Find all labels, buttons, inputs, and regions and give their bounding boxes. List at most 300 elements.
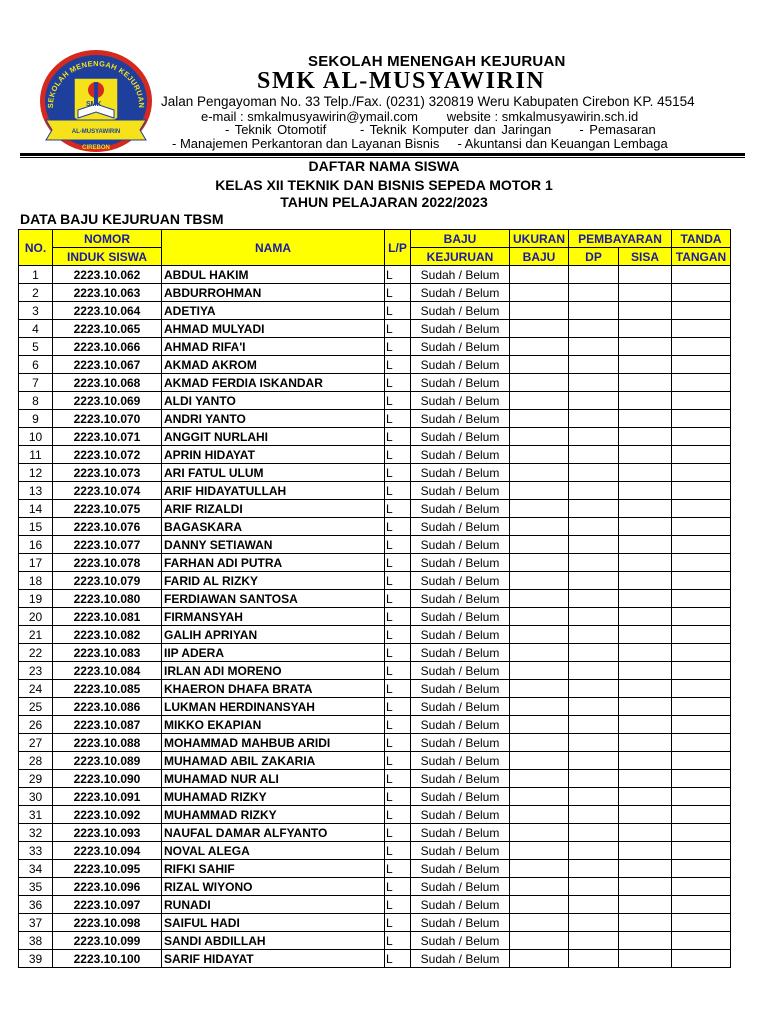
dp-cell[interactable]: [569, 572, 619, 590]
size-cell[interactable]: [510, 770, 569, 788]
school-address: Jalan Pengayoman No. 33 Telp./Fax. (0231) 320819 Weru Kabupaten Cirebon KP. 45154: [161, 94, 695, 109]
uniform-status: Sudah / Belum: [411, 428, 510, 446]
signature-cell[interactable]: [672, 302, 731, 320]
uniform-status: Sudah / Belum: [411, 842, 510, 860]
student-gender: L: [385, 518, 411, 536]
table-row: [19, 338, 731, 356]
uniform-status: Sudah / Belum: [411, 266, 510, 284]
signature-cell[interactable]: [672, 590, 731, 608]
size-cell[interactable]: [510, 518, 569, 536]
sisa-cell[interactable]: [619, 446, 672, 464]
dp-cell[interactable]: [569, 464, 619, 482]
sisa-cell[interactable]: [619, 860, 672, 878]
row-number: 36: [19, 896, 53, 914]
signature-cell[interactable]: [672, 374, 731, 392]
row-number: 5: [19, 338, 53, 356]
size-cell[interactable]: [510, 428, 569, 446]
student-id: 2223.10.076: [53, 518, 162, 536]
student-id: 2223.10.062: [53, 266, 162, 284]
student-gender: L: [385, 914, 411, 932]
sisa-cell[interactable]: [619, 752, 672, 770]
student-id: 2223.10.077: [53, 536, 162, 554]
table-row: [19, 806, 731, 824]
row-number: 15: [19, 518, 53, 536]
size-cell[interactable]: [510, 896, 569, 914]
signature-cell[interactable]: [672, 842, 731, 860]
sisa-cell[interactable]: [619, 842, 672, 860]
dp-cell[interactable]: [569, 266, 619, 284]
signature-cell[interactable]: [672, 320, 731, 338]
row-number: 7: [19, 374, 53, 392]
sisa-cell[interactable]: [619, 680, 672, 698]
signature-cell[interactable]: [672, 770, 731, 788]
dp-cell[interactable]: [569, 428, 619, 446]
size-cell[interactable]: [510, 662, 569, 680]
size-cell[interactable]: [510, 824, 569, 842]
size-cell[interactable]: [510, 716, 569, 734]
uniform-status: Sudah / Belum: [411, 446, 510, 464]
dp-cell[interactable]: [569, 590, 619, 608]
signature-cell[interactable]: [672, 464, 731, 482]
dp-cell[interactable]: [569, 662, 619, 680]
student-name: SAIFUL HADI: [162, 914, 385, 932]
student-name: FERDIAWAN SANTOSA: [162, 590, 385, 608]
uniform-status: Sudah / Belum: [411, 716, 510, 734]
student-gender: L: [385, 824, 411, 842]
table-row: [19, 572, 731, 590]
logo-bottom-text: CIREBON: [82, 145, 110, 151]
student-id: 2223.10.093: [53, 824, 162, 842]
signature-cell[interactable]: [672, 950, 731, 968]
size-cell[interactable]: [510, 932, 569, 950]
dp-cell[interactable]: [569, 824, 619, 842]
dp-cell[interactable]: [569, 806, 619, 824]
student-gender: L: [385, 950, 411, 968]
row-number: 4: [19, 320, 53, 338]
signature-cell[interactable]: [672, 716, 731, 734]
student-name: APRIN HIDAYAT: [162, 446, 385, 464]
signature-cell[interactable]: [672, 680, 731, 698]
logo-ring-text: SEKOLAH MENENGAH KEJURUAN: [45, 59, 147, 109]
size-cell[interactable]: [510, 320, 569, 338]
student-gender: L: [385, 662, 411, 680]
size-cell[interactable]: [510, 500, 569, 518]
row-number: 38: [19, 932, 53, 950]
sisa-cell[interactable]: [619, 428, 672, 446]
dp-cell[interactable]: [569, 914, 619, 932]
student-name: LUKMAN HERDINANSYAH: [162, 698, 385, 716]
student-gender: L: [385, 572, 411, 590]
sisa-cell[interactable]: [619, 608, 672, 626]
student-gender: L: [385, 698, 411, 716]
size-cell[interactable]: [510, 644, 569, 662]
row-number: 1: [19, 266, 53, 284]
student-gender: L: [385, 338, 411, 356]
student-name: MUHAMAD RIZKY: [162, 788, 385, 806]
sisa-cell[interactable]: [619, 770, 672, 788]
table-row: [19, 896, 731, 914]
sisa-cell[interactable]: [619, 500, 672, 518]
signature-cell[interactable]: [672, 500, 731, 518]
uniform-status: Sudah / Belum: [411, 572, 510, 590]
table-row: [19, 266, 731, 284]
signature-cell[interactable]: [672, 338, 731, 356]
table-row: [19, 644, 731, 662]
signature-cell[interactable]: [672, 518, 731, 536]
signature-cell[interactable]: [672, 806, 731, 824]
uniform-status: Sudah / Belum: [411, 770, 510, 788]
section-label: DATA BAJU KEJURUAN TBSM: [20, 211, 224, 227]
uniform-status: Sudah / Belum: [411, 932, 510, 950]
signature-cell[interactable]: [672, 572, 731, 590]
size-cell[interactable]: [510, 536, 569, 554]
signature-cell[interactable]: [672, 626, 731, 644]
table-row: [19, 482, 731, 500]
dp-cell[interactable]: [569, 374, 619, 392]
signature-cell[interactable]: [672, 788, 731, 806]
signature-cell[interactable]: [672, 932, 731, 950]
uniform-status: Sudah / Belum: [411, 734, 510, 752]
student-id: 2223.10.087: [53, 716, 162, 734]
programs-line-2: - Manajemen Perkantoran dan Layanan Bisnis - Akuntansi dan Keuangan Lembaga: [172, 136, 668, 151]
student-id: 2223.10.100: [53, 950, 162, 968]
table-header: [19, 230, 731, 266]
sisa-cell[interactable]: [619, 716, 672, 734]
size-cell[interactable]: [510, 842, 569, 860]
sisa-cell[interactable]: [619, 644, 672, 662]
student-name: AKMAD AKROM: [162, 356, 385, 374]
sisa-cell[interactable]: [619, 878, 672, 896]
row-number: 24: [19, 680, 53, 698]
student-id: 2223.10.083: [53, 644, 162, 662]
size-cell[interactable]: [510, 734, 569, 752]
student-id: 2223.10.091: [53, 788, 162, 806]
student-gender: L: [385, 320, 411, 338]
size-cell[interactable]: [510, 950, 569, 968]
dp-cell[interactable]: [569, 626, 619, 644]
dp-cell[interactable]: [569, 716, 619, 734]
uniform-status: Sudah / Belum: [411, 320, 510, 338]
sisa-cell[interactable]: [619, 788, 672, 806]
student-name: ANDRI YANTO: [162, 410, 385, 428]
header-ttd-top: TANDA: [672, 230, 731, 248]
table-row: [19, 320, 731, 338]
dp-cell[interactable]: [569, 788, 619, 806]
table-row: [19, 842, 731, 860]
row-number: 18: [19, 572, 53, 590]
row-number: 14: [19, 500, 53, 518]
signature-cell[interactable]: [672, 536, 731, 554]
dp-cell[interactable]: [569, 644, 619, 662]
row-number: 20: [19, 608, 53, 626]
table-row: [19, 752, 731, 770]
uniform-status: Sudah / Belum: [411, 554, 510, 572]
sisa-cell[interactable]: [619, 266, 672, 284]
student-name: RIFKI SAHIF: [162, 860, 385, 878]
sisa-cell[interactable]: [619, 626, 672, 644]
size-cell[interactable]: [510, 698, 569, 716]
sisa-cell[interactable]: [619, 338, 672, 356]
size-cell[interactable]: [510, 374, 569, 392]
sisa-cell[interactable]: [619, 914, 672, 932]
sisa-cell[interactable]: [619, 320, 672, 338]
dp-cell[interactable]: [569, 554, 619, 572]
size-cell[interactable]: [510, 338, 569, 356]
student-gender: L: [385, 302, 411, 320]
student-name: BAGASKARA: [162, 518, 385, 536]
signature-cell[interactable]: [672, 824, 731, 842]
student-id: 2223.10.082: [53, 626, 162, 644]
dp-cell[interactable]: [569, 302, 619, 320]
uniform-status: Sudah / Belum: [411, 338, 510, 356]
size-cell[interactable]: [510, 914, 569, 932]
size-cell[interactable]: [510, 590, 569, 608]
sisa-cell[interactable]: [619, 392, 672, 410]
signature-cell[interactable]: [672, 554, 731, 572]
letterhead: [0, 0, 768, 158]
header-baju-top: BAJU: [411, 230, 510, 248]
sisa-cell[interactable]: [619, 806, 672, 824]
student-id: 2223.10.092: [53, 806, 162, 824]
student-id: 2223.10.073: [53, 464, 162, 482]
sisa-cell[interactable]: [619, 950, 672, 968]
student-id: 2223.10.078: [53, 554, 162, 572]
signature-cell[interactable]: [672, 896, 731, 914]
size-cell[interactable]: [510, 302, 569, 320]
dp-cell[interactable]: [569, 284, 619, 302]
uniform-status: Sudah / Belum: [411, 302, 510, 320]
row-number: 3: [19, 302, 53, 320]
dp-cell[interactable]: [569, 878, 619, 896]
signature-cell[interactable]: [672, 356, 731, 374]
dp-cell[interactable]: [569, 680, 619, 698]
signature-cell[interactable]: [672, 860, 731, 878]
student-gender: L: [385, 356, 411, 374]
table-row: [19, 734, 731, 752]
student-id: 2223.10.075: [53, 500, 162, 518]
uniform-status: Sudah / Belum: [411, 374, 510, 392]
student-name: ALDI YANTO: [162, 392, 385, 410]
header-ukuran-top: UKURAN: [510, 230, 569, 248]
uniform-status: Sudah / Belum: [411, 788, 510, 806]
size-cell[interactable]: [510, 464, 569, 482]
sisa-cell[interactable]: [619, 932, 672, 950]
signature-cell[interactable]: [672, 608, 731, 626]
row-number: 33: [19, 842, 53, 860]
size-cell[interactable]: [510, 356, 569, 374]
table-row: [19, 536, 731, 554]
student-name: ABDUL HAKIM: [162, 266, 385, 284]
dp-cell[interactable]: [569, 752, 619, 770]
dp-cell[interactable]: [569, 446, 619, 464]
row-number: 39: [19, 950, 53, 968]
sisa-cell[interactable]: [619, 590, 672, 608]
student-gender: L: [385, 626, 411, 644]
size-cell[interactable]: [510, 752, 569, 770]
table-row: [19, 284, 731, 302]
size-cell[interactable]: [510, 284, 569, 302]
signature-cell[interactable]: [672, 446, 731, 464]
student-gender: L: [385, 806, 411, 824]
sisa-cell[interactable]: [619, 356, 672, 374]
table-row: [19, 914, 731, 932]
signature-cell[interactable]: [672, 914, 731, 932]
sisa-cell[interactable]: [619, 536, 672, 554]
student-id: 2223.10.071: [53, 428, 162, 446]
signature-cell[interactable]: [672, 734, 731, 752]
uniform-status: Sudah / Belum: [411, 356, 510, 374]
student-id: 2223.10.068: [53, 374, 162, 392]
dp-cell[interactable]: [569, 932, 619, 950]
student-name: ARIF RIZALDI: [162, 500, 385, 518]
table-row: [19, 302, 731, 320]
sisa-cell[interactable]: [619, 302, 672, 320]
dp-cell[interactable]: [569, 734, 619, 752]
dp-cell[interactable]: [569, 698, 619, 716]
dp-cell[interactable]: [569, 338, 619, 356]
sisa-cell[interactable]: [619, 662, 672, 680]
size-cell[interactable]: [510, 878, 569, 896]
student-gender: L: [385, 932, 411, 950]
size-cell[interactable]: [510, 788, 569, 806]
signature-cell[interactable]: [672, 392, 731, 410]
student-gender: L: [385, 608, 411, 626]
header-divider: [20, 153, 745, 156]
sisa-cell[interactable]: [619, 284, 672, 302]
sisa-cell[interactable]: [619, 572, 672, 590]
table-row: [19, 860, 731, 878]
row-number: 28: [19, 752, 53, 770]
doc-class: KELAS XII TEKNIK DAN BISNIS SEPEDA MOTOR 1: [215, 177, 553, 193]
student-table: [18, 229, 731, 968]
uniform-status: Sudah / Belum: [411, 950, 510, 968]
size-cell[interactable]: [510, 860, 569, 878]
student-id: 2223.10.074: [53, 482, 162, 500]
dp-cell[interactable]: [569, 950, 619, 968]
school-logo: [36, 48, 156, 158]
student-gender: L: [385, 392, 411, 410]
size-cell[interactable]: [510, 392, 569, 410]
dp-cell[interactable]: [569, 536, 619, 554]
signature-cell[interactable]: [672, 428, 731, 446]
size-cell[interactable]: [510, 572, 569, 590]
sisa-cell[interactable]: [619, 698, 672, 716]
size-cell[interactable]: [510, 608, 569, 626]
dp-cell[interactable]: [569, 392, 619, 410]
sisa-cell[interactable]: [619, 734, 672, 752]
size-cell[interactable]: [510, 446, 569, 464]
row-number: 29: [19, 770, 53, 788]
signature-cell[interactable]: [672, 878, 731, 896]
size-cell[interactable]: [510, 806, 569, 824]
student-id: 2223.10.079: [53, 572, 162, 590]
signature-cell[interactable]: [672, 284, 731, 302]
student-name: KHAERON DHAFA BRATA: [162, 680, 385, 698]
row-number: 10: [19, 428, 53, 446]
programs-line-1: - Teknik Otomotif - Teknik Komputer dan Jaringan - Pemasaran: [225, 122, 656, 137]
school-name: SMK AL-MUSYAWIRIN: [257, 68, 546, 94]
uniform-status: Sudah / Belum: [411, 590, 510, 608]
dp-cell[interactable]: [569, 860, 619, 878]
dp-cell[interactable]: [569, 518, 619, 536]
sisa-cell[interactable]: [619, 410, 672, 428]
student-gender: L: [385, 482, 411, 500]
size-cell[interactable]: [510, 266, 569, 284]
uniform-status: Sudah / Belum: [411, 464, 510, 482]
row-number: 27: [19, 734, 53, 752]
size-cell[interactable]: [510, 626, 569, 644]
signature-cell[interactable]: [672, 698, 731, 716]
sisa-cell[interactable]: [619, 464, 672, 482]
header-lp: L/P: [385, 230, 411, 266]
uniform-status: Sudah / Belum: [411, 896, 510, 914]
uniform-status: Sudah / Belum: [411, 878, 510, 896]
dp-cell[interactable]: [569, 482, 619, 500]
student-gender: L: [385, 842, 411, 860]
dp-cell[interactable]: [569, 410, 619, 428]
student-name: AHMAD MULYADI: [162, 320, 385, 338]
signature-cell[interactable]: [672, 410, 731, 428]
size-cell[interactable]: [510, 410, 569, 428]
table-row: [19, 878, 731, 896]
student-id: 2223.10.090: [53, 770, 162, 788]
student-name: IIP ADERA: [162, 644, 385, 662]
sisa-cell[interactable]: [619, 824, 672, 842]
student-id: 2223.10.070: [53, 410, 162, 428]
signature-cell[interactable]: [672, 644, 731, 662]
student-name: FARID AL RIZKY: [162, 572, 385, 590]
student-id: 2223.10.085: [53, 680, 162, 698]
table-row: [19, 788, 731, 806]
sisa-cell[interactable]: [619, 554, 672, 572]
size-cell[interactable]: [510, 554, 569, 572]
dp-cell[interactable]: [569, 842, 619, 860]
uniform-status: Sudah / Belum: [411, 482, 510, 500]
table-row: [19, 770, 731, 788]
row-number: 21: [19, 626, 53, 644]
student-name: IRLAN ADI MORENO: [162, 662, 385, 680]
student-gender: L: [385, 878, 411, 896]
size-cell[interactable]: [510, 482, 569, 500]
uniform-status: Sudah / Belum: [411, 518, 510, 536]
row-number: 31: [19, 806, 53, 824]
dp-cell[interactable]: [569, 770, 619, 788]
signature-cell[interactable]: [672, 482, 731, 500]
sisa-cell[interactable]: [619, 482, 672, 500]
signature-cell[interactable]: [672, 752, 731, 770]
uniform-status: Sudah / Belum: [411, 536, 510, 554]
sisa-cell[interactable]: [619, 896, 672, 914]
signature-cell[interactable]: [672, 266, 731, 284]
header-pembayaran: PEMBAYARAN: [569, 230, 672, 248]
size-cell[interactable]: [510, 680, 569, 698]
dp-cell[interactable]: [569, 356, 619, 374]
student-name: ADETIYA: [162, 302, 385, 320]
student-id: 2223.10.065: [53, 320, 162, 338]
student-id: 2223.10.096: [53, 878, 162, 896]
school-contact: e-mail : smkalmusyawirin@ymail.com website : smkalmusyawirin.sch.id: [201, 109, 639, 124]
student-id: 2223.10.081: [53, 608, 162, 626]
sisa-cell[interactable]: [619, 518, 672, 536]
student-gender: L: [385, 896, 411, 914]
dp-cell[interactable]: [569, 320, 619, 338]
dp-cell[interactable]: [569, 608, 619, 626]
student-name: FIRMANSYAH: [162, 608, 385, 626]
signature-cell[interactable]: [672, 662, 731, 680]
sisa-cell[interactable]: [619, 374, 672, 392]
dp-cell[interactable]: [569, 500, 619, 518]
dp-cell[interactable]: [569, 896, 619, 914]
